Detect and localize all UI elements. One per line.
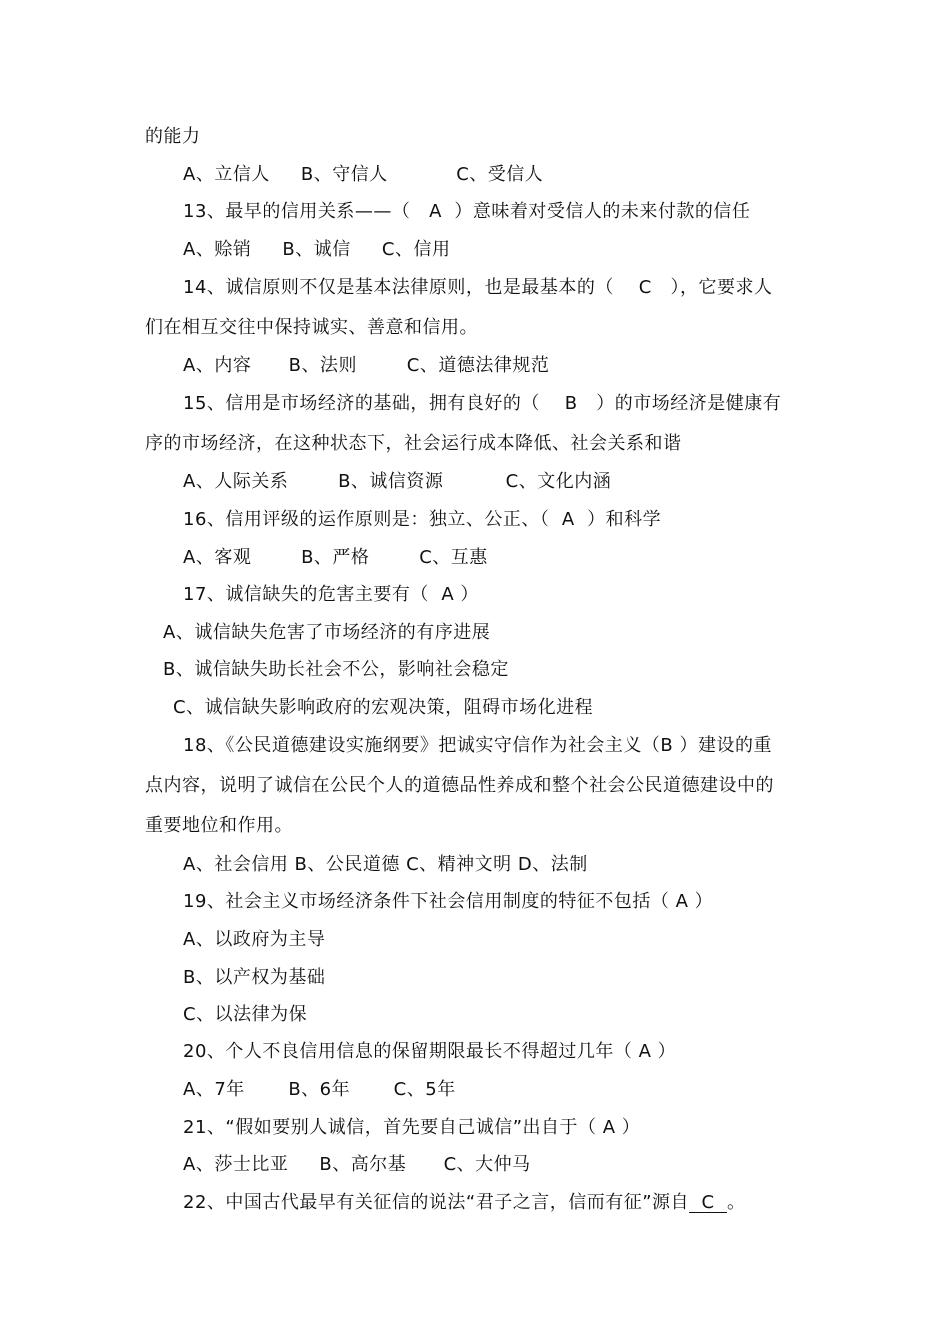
option-line: C、以法律为保 xyxy=(183,1004,308,1025)
question-14: 14、诚信原则不仅是基本法律原则，也是最基本的（ C ），它要求人 xyxy=(183,277,773,298)
option-line: A、人际关系 B、诚信资源 C、文化内涵 xyxy=(183,471,612,492)
question-22-suffix: 。 xyxy=(727,1192,746,1213)
question-17: 17、诚信缺失的危害主要有（ A ） xyxy=(183,584,479,605)
option-line: C、诚信缺失影响政府的宏观决策，阻碍市场化进程 xyxy=(173,697,594,718)
option-line: A、7年 B、6年 C、5年 xyxy=(183,1079,456,1100)
option-line: B、以产权为基础 xyxy=(183,967,326,988)
question-21: 21、“假如要别人诚信，首先要自己诚信”出自于（ A ） xyxy=(183,1117,641,1138)
option-line: A、诚信缺失危害了市场经济的有序进展 xyxy=(163,622,491,643)
question-20: 20、个人不良信用信息的保留期限最长不得超过几年（ A ） xyxy=(183,1041,677,1062)
answer-blank: C xyxy=(689,1192,728,1213)
option-line: A、以政府为主导 xyxy=(183,929,326,950)
question-22-text: 22、中国古代最早有关征信的说法“君子之言，信而有征”源自 xyxy=(183,1192,690,1213)
option-line: A、立信人 B、守信人 C、受信人 xyxy=(183,164,544,185)
question-19: 19、社会主义市场经济条件下社会信用制度的特征不包括（ A ） xyxy=(183,891,714,912)
question-15: 15、信用是市场经济的基础，拥有良好的（ B ）的市场经济是健康有 xyxy=(183,393,782,414)
option-line: A、内容 B、法则 C、道德法律规范 xyxy=(183,355,550,376)
text-line: 序的市场经济，在这种状态下，社会运行成本降低、社会关系和谐 xyxy=(145,433,682,454)
question-22 xyxy=(183,1191,746,1215)
text-line: 的能力 xyxy=(145,126,201,147)
question-18: 18、《公民道德建设实施纲要》把诚实守信作为社会主义（B ）建设的重 xyxy=(183,735,772,756)
option-line: A、莎士比亚 B、高尔基 C、大仲马 xyxy=(183,1154,531,1175)
text-line: 点内容，说明了诚信在公民个人的道德品性养成和整个社会公民道德建设中的 xyxy=(145,775,774,796)
option-line: A、客观 B、严格 C、互惠 xyxy=(183,547,488,568)
option-line: B、诚信缺失助长社会不公，影响社会稳定 xyxy=(163,659,509,680)
text-line: 们在相互交往中保持诚实、善意和信用。 xyxy=(145,317,478,338)
option-line: A、赊销 B、诚信 C、信用 xyxy=(183,239,451,260)
question-16: 16、信用评级的运作原则是：独立、公正、（ A ）和科学 xyxy=(183,509,662,530)
text-line: 重要地位和作用。 xyxy=(145,815,293,836)
option-line: A、社会信用 B、公民道德 C、精神文明 D、法制 xyxy=(183,854,588,875)
question-13: 13、最早的信用关系——（ A ）意味着对受信人的未来付款的信任 xyxy=(183,201,751,222)
